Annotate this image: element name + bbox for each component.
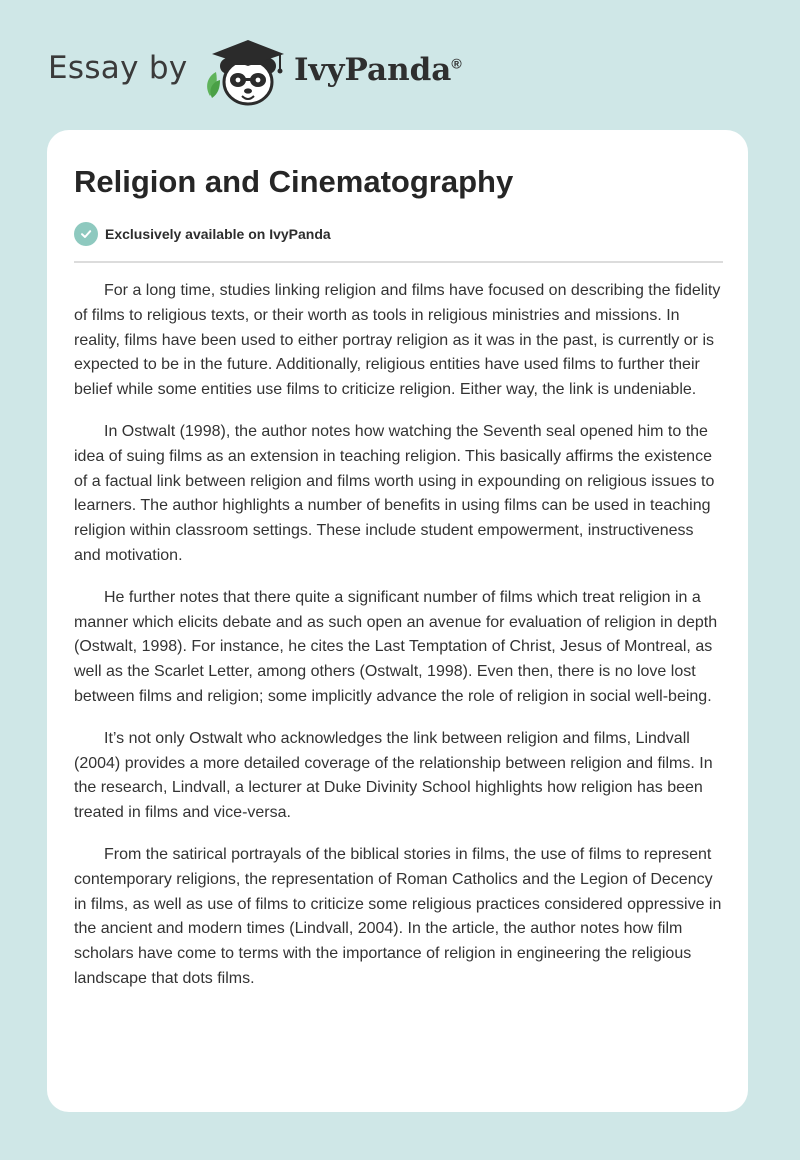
brand-prefix: Essay by <box>48 50 188 86</box>
check-mark-icon <box>79 227 93 241</box>
title-divider <box>74 261 723 263</box>
brand-header[interactable] <box>48 30 488 110</box>
check-circle-icon <box>74 222 98 246</box>
essay-body <box>74 279 724 1009</box>
paragraph: He further notes that there quite a significant number of films which treat religion in a manner which elicits debate and as such open an avenue for evaluation of religion in depth (Ostwalt, 1998). For instance, he cites the Last Temptation of Christ, Jesus of Montreal, as well as the Scarlet Letter, among others (Ostwalt, 1998). Even then, there is no love lost between films and religion; some implicitly advance the role of religion in social well-being. <box>74 588 718 705</box>
page-title: Religion and Cinematography <box>74 164 514 199</box>
exclusive-badge <box>74 222 331 246</box>
essay-card <box>47 130 748 1112</box>
paragraph: From the satirical portrayals of the biblical stories in films, the use of films to represent contemporary religions, the representation of Roman Catholics and the Legion of Decency in films, as well as use of films to criticize some religious practices considered oppressive in the ancient and modern times (Lindvall, 2004). In the article, the author notes how film scholars have come to terms with the importance of religion in engineering the religious landscape that dots films. <box>74 845 722 987</box>
paragraph: For a long time, studies linking religion and films have focused on describing the fidelity of films to religious texts, or their worth as tools in religious ministries and missions. In reality, films have been used to either portray religion as it was in the past, is currently or is expected to be in the future. Additionally, religious entities have used films to further their belief while some entities use films to criticize religion. Either way, the link is undeniable. <box>74 282 721 399</box>
exclusive-badge-label: Exclusively available on IvyPanda <box>105 226 331 242</box>
brand-name-text: IvyPanda <box>294 52 452 88</box>
panda-graduate-logo-icon <box>200 36 292 110</box>
brand-name <box>294 52 462 88</box>
registered-mark: ® <box>451 55 462 72</box>
paragraph: It’s not only Ostwalt who acknowledges the link between religion and films, Lindvall (2004) provides a more detailed coverage of the relationship between religion and films. In the research, Lindvall, a lecturer at Duke Divinity School highlights how religion has been treated in films and vice-versa. <box>74 729 713 822</box>
paragraph: In Ostwalt (1998), the author notes how watching the Seventh seal opened him to the idea of suing films as an extension in teaching religion. This basically affirms the existence of a factual link between religion and films worth using in expounding on religious issues to learners. The author highlights a number of benefits in using films can be used in teaching religion within classroom settings. These include student empowerment, instructiveness and motivation. <box>74 422 715 564</box>
